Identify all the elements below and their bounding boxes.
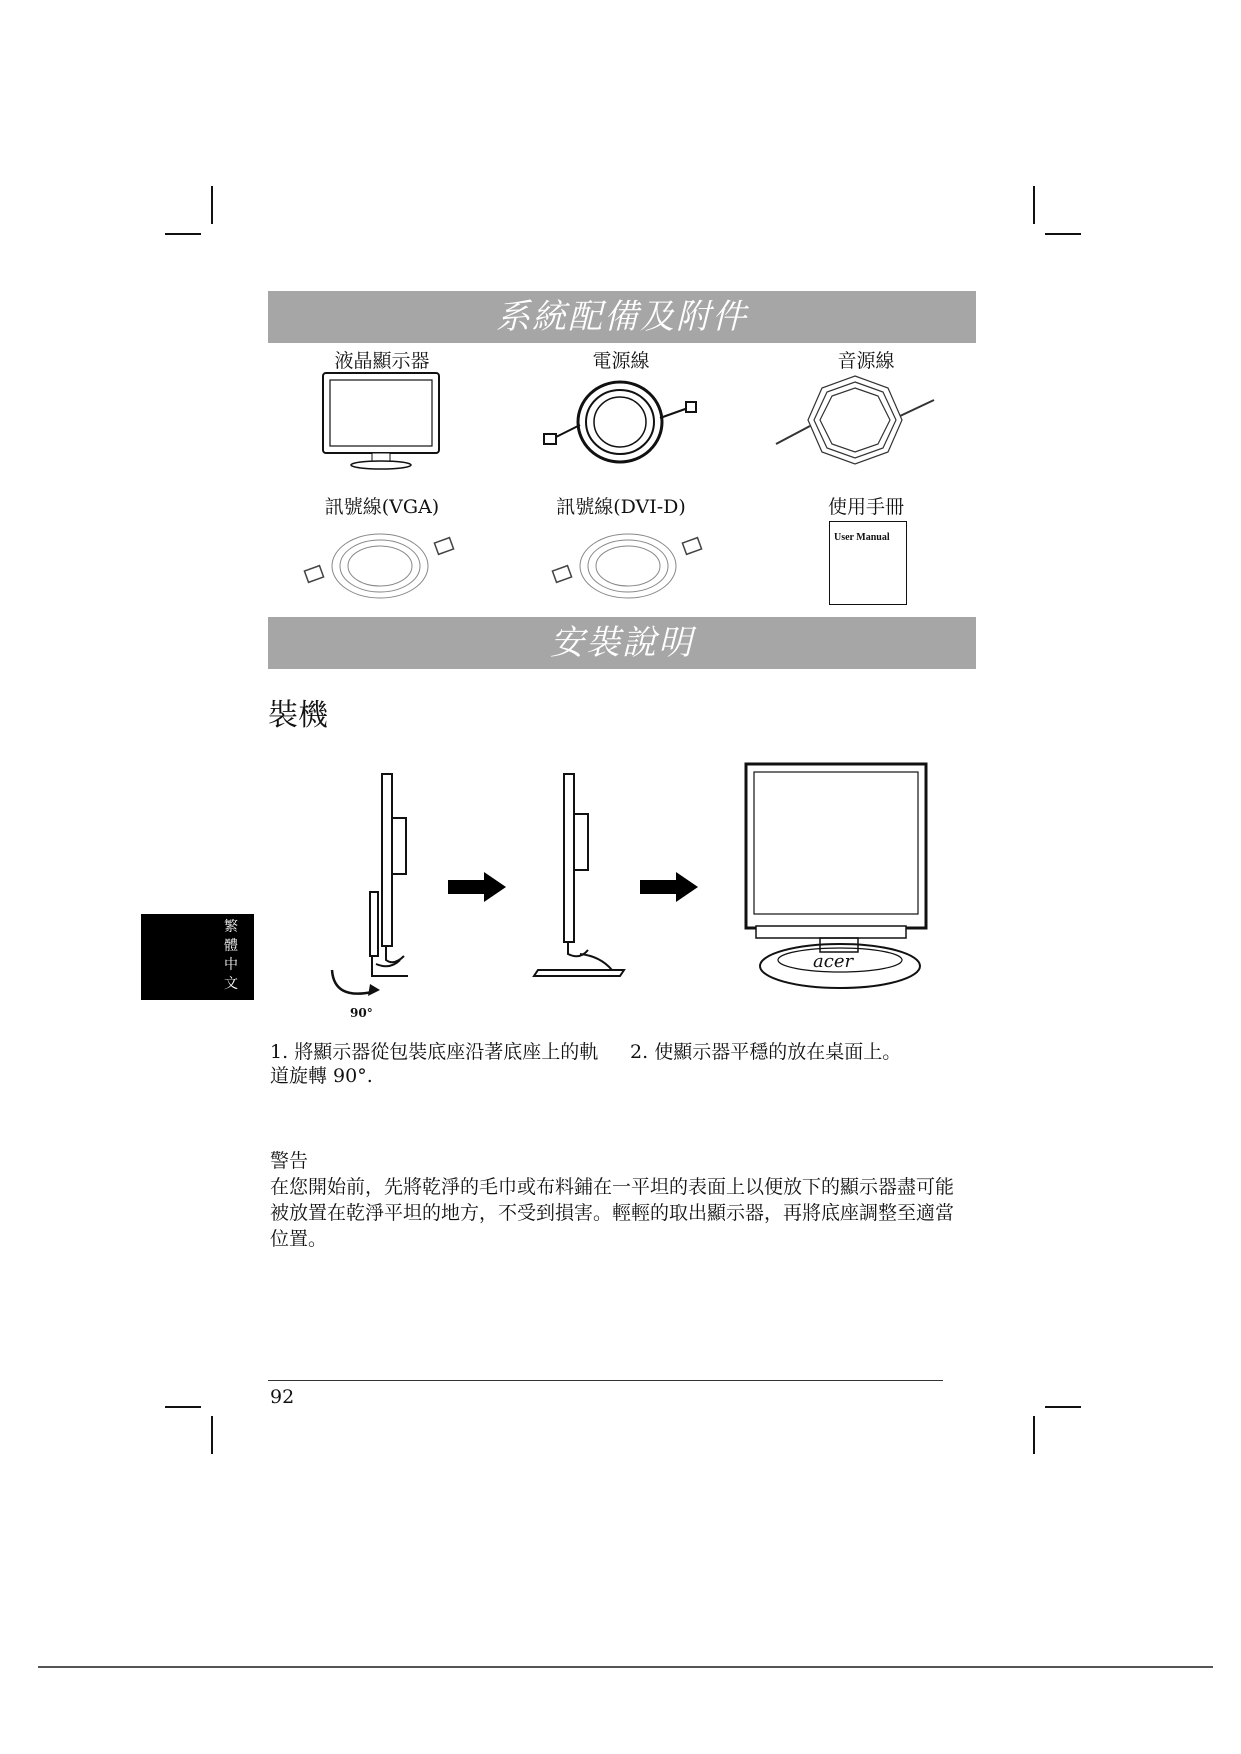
accessory-label-power-cord: 電源線 [592,350,650,372]
step-number: 2. [630,1041,649,1063]
accessories-banner: 系統配備及附件 [268,291,976,343]
install-step2-illustration [530,770,640,980]
manual-cover-text: User Manual [834,532,890,543]
arrow-right-icon [448,872,508,902]
accessory-label-vga-cable: 訊號線(VGA) [324,496,440,518]
warning-title: 警告 [270,1150,309,1172]
accessory-label-monitor: 液晶顯示器 [334,350,430,372]
crop-mark-bottom-right-v [1033,1416,1035,1454]
step-text: 將顯示器從包裝底座沿著底座上的軌道旋轉 90°. [270,1041,599,1087]
crop-mark-top-left-h [165,233,201,235]
rotation-angle-label: 90° [350,1006,373,1020]
audio-cable-illustration [770,370,940,470]
accessory-label-manual: 使用手冊 [827,496,904,518]
install-step1-illustration [320,770,430,1020]
accessory-label-audio-cable: 音源線 [837,350,895,372]
monitor-brand-logo: acer [813,951,854,972]
install-step-1 [270,1040,600,1088]
install-banner: 安裝說明 [268,617,976,669]
footer-rule [268,1380,943,1381]
arrow-right-icon [640,872,700,902]
page-number: 92 [270,1386,295,1408]
crop-mark-top-right-v [1033,186,1035,224]
crop-mark-top-right-h [1045,233,1081,235]
language-tab-label: 繁體中文 [224,919,238,992]
monitor-illustration [320,370,442,470]
language-side-tab [141,914,254,1000]
power-cord-illustration [540,370,700,470]
crop-mark-bottom-left-h [165,1406,201,1408]
crop-mark-bottom-right-h [1045,1406,1081,1408]
user-manual-illustration [829,521,907,605]
install-step-2 [630,1040,960,1064]
bottom-rule [38,1666,1213,1668]
warning-body: 在您開始前，先將乾淨的毛巾或布料鋪在一平坦的表面上以便放下的顯示器盡可能被放置在乾淨平坦的地方，不受到損害。輕輕的取出顯示器，再將底座調整至適當位置。 [270,1176,955,1250]
crop-mark-top-left-v [211,186,213,224]
warning-note [270,1148,970,1252]
crop-mark-bottom-left-v [211,1416,213,1454]
step-number: 1. [270,1041,289,1063]
step-text: 使顯示器平穩的放在桌面上。 [654,1041,902,1063]
vga-cable-illustration [300,524,460,604]
accessory-label-dvi-cable: 訊號線(DVI-D) [556,496,686,518]
section-title-setup: 裝機 [268,698,328,733]
dvi-cable-illustration [548,524,708,604]
